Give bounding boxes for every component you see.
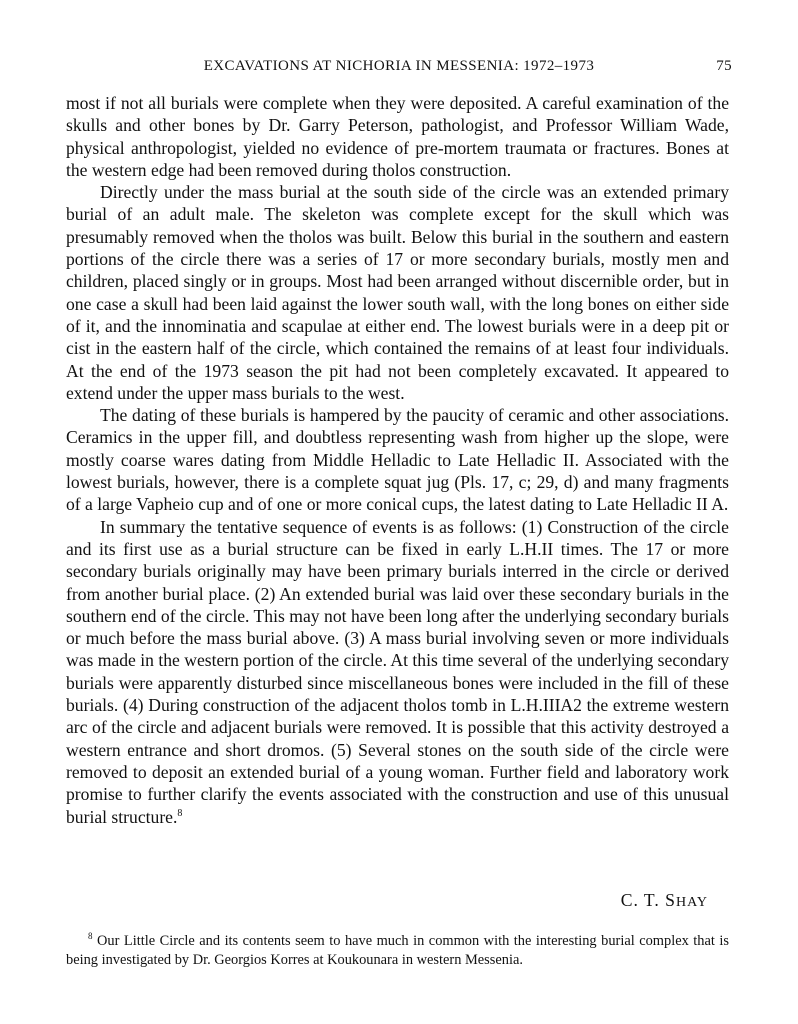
running-title: EXCAVATIONS AT NICHORIA IN MESSENIA: 1972–1973 <box>203 58 595 74</box>
paragraph-1: most if not all burials were complete when they were deposited. A careful examination of the skulls and other bones by Dr. Garry Peterson, pathologist, and Professor William Wade, physical anthropologist, yielded no evidence of pre-mortem traumata or fractures. Bones at the western edge had been removed during tholos construction. <box>66 93 729 180</box>
running-head <box>66 58 732 82</box>
paragraph-4-text: In summary the tentative sequence of events is as follows: (1) Construction of the circle and its first use as a burial structure can be fixed in early L.H.II times. The 17 or more secondary burials originally may have been primary burials interred in the circle or derived from another burial place. (2) An extended burial was laid over these secondary burials in the southern end of the circle. This may not have been long after the underlying secondary burials or much before the mass burial above. (3) A mass burial involving seven or more individuals was made in the western portion of the circle. At this time several of the underlying secondary burials were apparently disturbed since miscellaneous bones were included in the fill of these burials. (4) During construction of the adjacent tholos tomb in L.H.IIIA2 the extreme western arc of the circle and adjacent burials were removed. It is possible that this activity destroyed a western entrance and short dromos. (5) Several stones on the south side of the circle were removed to deposit an extended burial of a young woman. Further field and laboratory work promise to further clarify the events associated with the construction and use of this unusual burial structure. <box>66 516 729 827</box>
footnote-mark: 8 <box>88 931 93 942</box>
author-signature <box>621 890 708 911</box>
footnote-paragraph <box>66 932 729 970</box>
article-body <box>66 92 729 828</box>
page-number: 75 <box>716 58 732 74</box>
paragraph-4 <box>66 516 729 828</box>
paragraph-3: The dating of these burials is hampered by the paucity of ceramic and other associations. Ceramics in the upper fill, and doubtless representing wash from higher up the slope, were mostly coarse wares dating from Middle Helladic to Late Helladic II. Associated with the lowest burials, however, there is a complete squat jug (Pls. 17, c; 29, d) and many fragments of a large Vapheio cup and of one or more conical cups, the latest dating to Late Helladic II A. <box>66 405 729 515</box>
author-surname-rest: HAY <box>675 895 708 910</box>
author-initials: C. T. S <box>620 890 676 910</box>
footnote-reference: 8 <box>177 807 183 819</box>
footnote-text: Our Little Circle and its contents seem to have much in common with the interesting burial complex that is being investigated by Dr. Georgios Korres at Koukounara in western Messenia. <box>66 933 729 968</box>
footnote <box>66 932 729 970</box>
paragraph-2: Directly under the mass burial at the south side of the circle was an extended primary burial of an adult male. The skeleton was complete except for the skull which was presumably removed when the tholos was built. Below this burial in the southern and eastern portions of the circle there was a series of 17 or more secondary burials, mostly men and children, placed singly or in groups. Most had been arranged without discernible order, but in one case a skull had been laid against the lower south wall, with the long bones on either side of it, and the innominatia and scapulae at either end. The lowest burials were in a deep pit or cist in the eastern half of the circle, which contained the remains of at least four individuals. At the end of the 1973 season the pit had not been completely excavated. It appeared to extend under the upper mass burials to the west. <box>66 182 729 403</box>
